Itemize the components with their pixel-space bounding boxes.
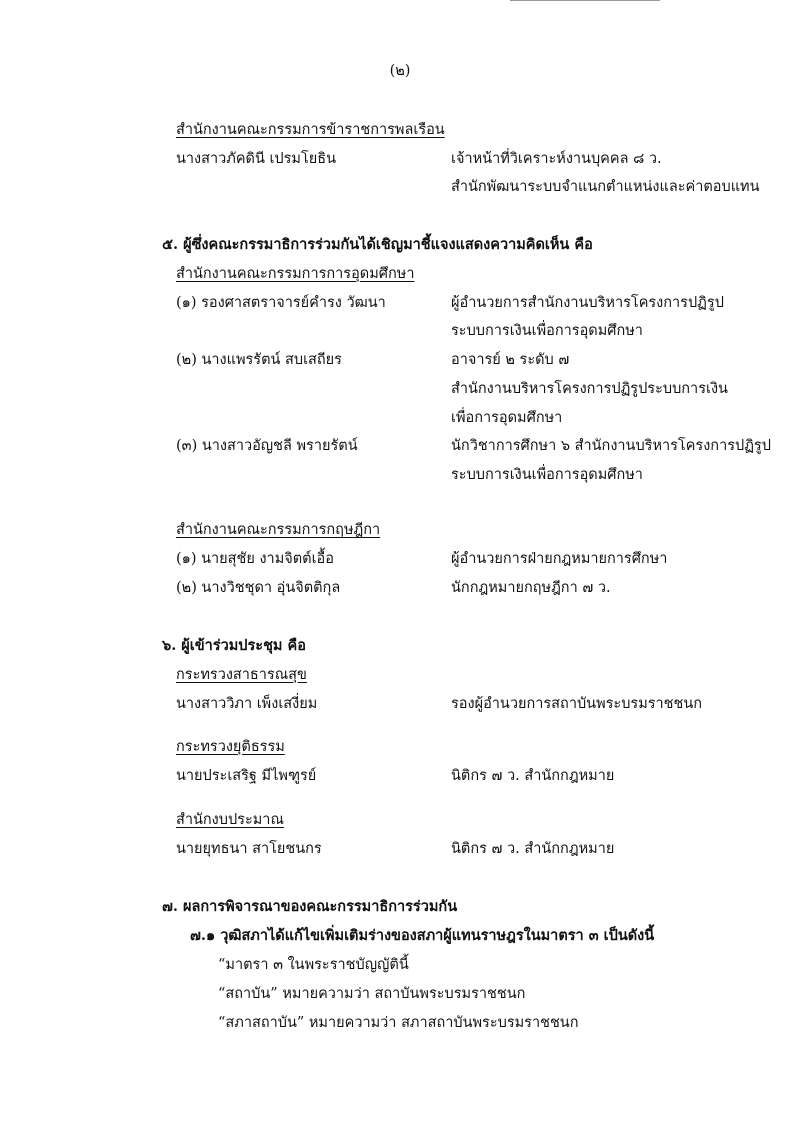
person-position: สำนักงานบริหารโครงการปฏิรูประบบการเงิน <box>451 381 728 397</box>
org-ocsc: สำนักงานคณะกรรมการข้าราชการพลเรือน <box>176 122 445 138</box>
person-position: นักวิชาการศึกษา ๖ สำนักงานบริหารโครงการปฏิรูป <box>451 438 771 454</box>
person-position: นิติกร ๗ ว. สำนักกฎหมาย <box>451 768 615 784</box>
person-position: อาจารย์ ๒ ระดับ ๗ <box>451 352 570 368</box>
person-name: นางสาววิภา เพ็งเสงี่ยม <box>176 696 318 712</box>
section-6-heading: ๖. ผู้เข้าร่วมประชุม คือ <box>162 637 306 654</box>
quote-line: “สภาสถาบัน” หมายความว่า สภาสถาบันพระบรมราชชนก <box>218 1015 579 1031</box>
person-name: นายยุทธนา สาโยชนกร <box>176 841 322 857</box>
person-position: รองผู้อำนวยการสถาบันพระบรมราชชนก <box>451 696 703 712</box>
person-name: (๑) นายสุชัย งามจิตต์เอื้อ <box>176 551 334 567</box>
person-name: นายประเสริฐ มีไพฑูรย์ <box>176 768 317 784</box>
org-krisdika: สำนักงานคณะกรรมการกฤษฎีกา <box>176 522 381 538</box>
section-7-heading: ๗. ผลการพิจารณาของคณะกรรมาธิการร่วมกัน <box>162 898 458 915</box>
person-position: นักกฎหมายกฤษฎีกา ๗ ว. <box>451 580 611 596</box>
org-moph: กระทรวงสาธารณสุข <box>176 667 307 683</box>
person-name: (๒) นางแพรรัตน์ สบเสถียร <box>176 352 342 368</box>
person-position: ผู้อำนวยการฝ่ายกฎหมายการศึกษา <box>451 551 668 567</box>
person-name: (๓) นางสาวอัญชลี พรายรัตน์ <box>176 438 358 454</box>
quote-line: “มาตรา ๓ ในพระราชบัญญัตินี้ <box>218 957 409 973</box>
person-position: เพื่อการอุดมศึกษา <box>451 410 563 426</box>
person-position: นิติกร ๗ ว. สำนักกฎหมาย <box>451 841 615 857</box>
scan-edge-line <box>510 0 660 1</box>
section-7-1-heading: ๗.๑ วุฒิสภาได้แก้ไขเพิ่มเติมร่างของสภาผู้แทนราษฎรในมาตรา ๓ เป็นดังนี้ <box>190 927 655 944</box>
person-position: ระบบการเงินเพื่อการอุดมศึกษา <box>451 323 643 339</box>
org-ohec: สำนักงานคณะกรรมการการอุดมศึกษา <box>176 266 415 282</box>
page-number: (๒) <box>389 63 411 79</box>
org-budget-bureau: สำนักงบประมาณ <box>176 812 284 828</box>
person-name: นางสาวภัคดินี เปรมโยธิน <box>176 151 337 167</box>
person-position: ผู้อำนวยการสำนักงานบริหารโครงการปฏิรูป <box>451 295 724 311</box>
person-position: ระบบการเงินเพื่อการอุดมศึกษา <box>451 467 643 483</box>
person-name: (๒) นางวิชชุดา อุ่นจิตติกุล <box>176 580 341 596</box>
person-position: เจ้าหน้าที่วิเคราะห์งานบุคคล ๘ ว. <box>451 151 662 167</box>
person-position: สำนักพัฒนาระบบจำแนกตำแหน่งและค่าตอบแทน <box>451 179 760 195</box>
quote-line: “สถาบัน” หมายความว่า สถาบันพระบรมราชชนก <box>218 986 526 1002</box>
section-5-heading: ๕. ผู้ซึ่งคณะกรรมาธิการร่วมกันได้เชิญมาชี้แจงแสดงความคิดเห็น คือ <box>162 236 593 253</box>
org-justice: กระทรวงยุติธรรม <box>176 739 285 755</box>
person-name: (๑) รองศาสตราจารย์คำรง วัฒนา <box>176 295 386 311</box>
